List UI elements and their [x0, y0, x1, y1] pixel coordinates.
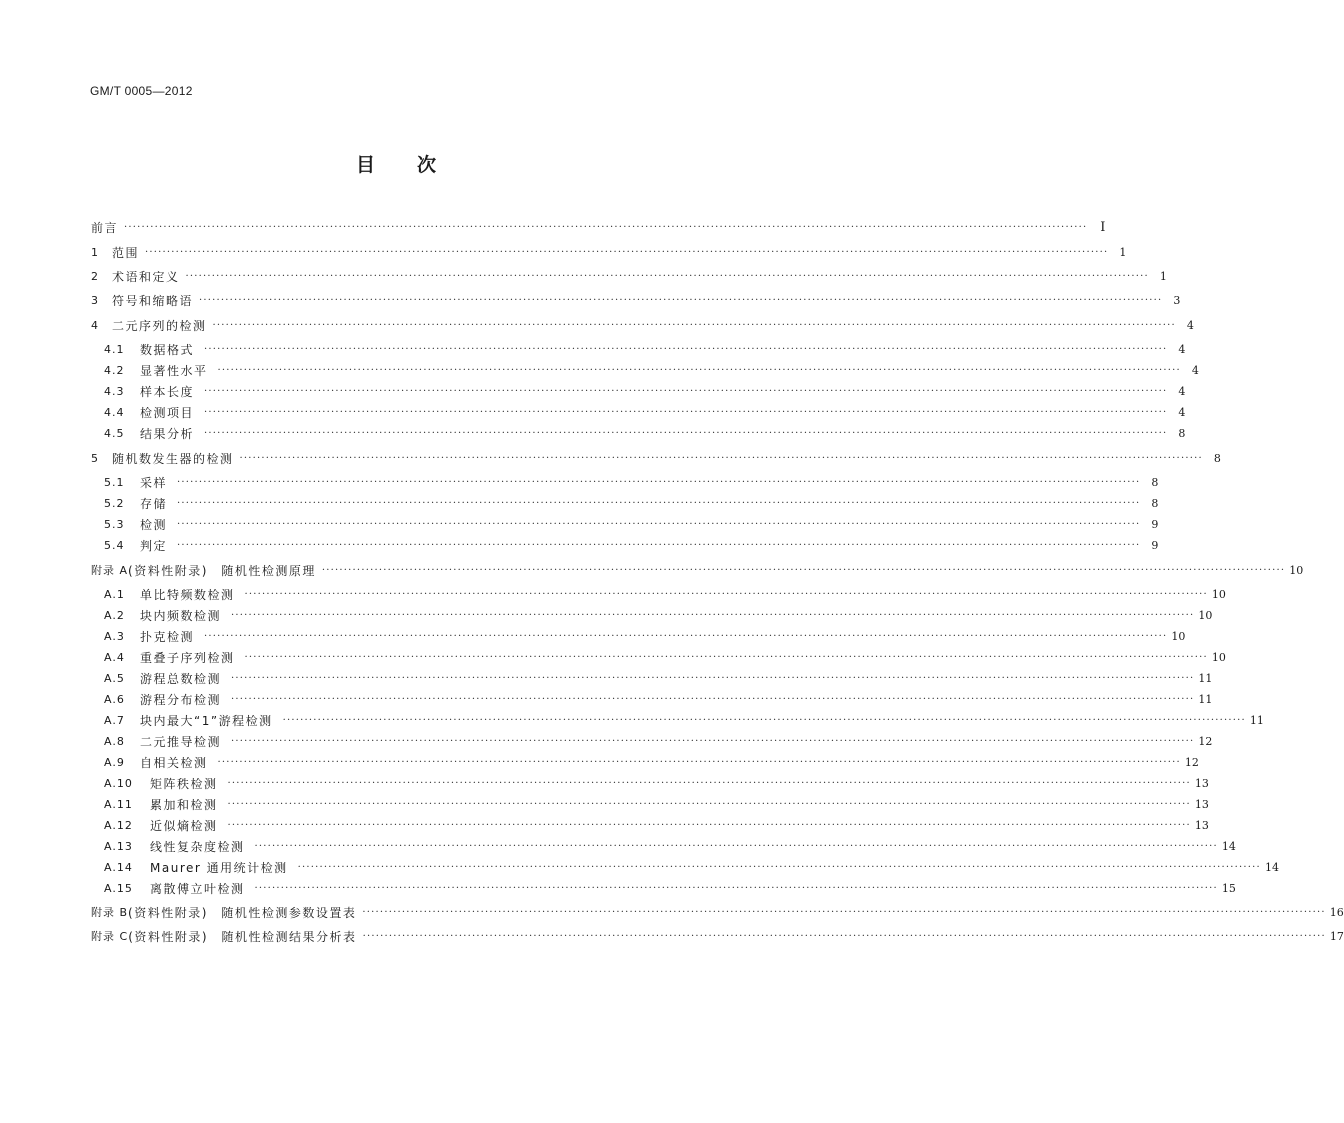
toc-entry-number: A.13 [104, 840, 133, 853]
toc-entry-title: 块内频数检测 [140, 609, 222, 623]
toc-entry-title: 线性复杂度检测 [150, 840, 245, 854]
toc-entry[interactable] [91, 561, 1304, 581]
toc-dot-leader: ···························································································································································································································· [227, 778, 1191, 789]
toc-entry[interactable] [104, 816, 1209, 836]
toc-entry-title: 自相关检测 [140, 756, 208, 770]
toc-entry[interactable] [91, 218, 1106, 238]
toc-dot-leader: ···························································································································································································································· [124, 222, 1088, 233]
toc-dot-leader: ···························································································································································································································· [212, 320, 1176, 331]
toc-dot-leader: ···························································································································································································································· [244, 652, 1208, 663]
toc-entry-page: 4 [1178, 343, 1186, 356]
toc-entry-number: A.3 [104, 630, 125, 643]
toc-dot-leader: ···························································································································································································································· [199, 295, 1163, 306]
toc-entry[interactable] [104, 403, 1186, 423]
toc-entry-number: A.7 [104, 714, 125, 727]
toc-entry[interactable] [104, 494, 1159, 514]
toc-entry-number: 4.1 [104, 343, 125, 356]
table-of-contents [91, 0, 1344, 1123]
toc-entry-page: 4 [1178, 385, 1186, 398]
toc-entry-page: 16 [1329, 906, 1344, 919]
toc-dot-leader: ···························································································································································································································· [282, 715, 1246, 726]
toc-entry-number: A.2 [104, 609, 125, 622]
toc-entry-page: 3 [1173, 294, 1181, 307]
toc-entry-number: 附录 B [91, 906, 129, 919]
toc-entry-number: A.1 [104, 588, 125, 601]
toc-dot-leader: ···························································································································································································································· [185, 271, 1149, 282]
toc-entry[interactable] [104, 711, 1264, 731]
toc-dot-leader: ···························································································································································································································· [231, 610, 1195, 621]
toc-entry-page: 10 [1171, 630, 1186, 643]
toc-entry-page: 13 [1194, 819, 1209, 832]
toc-entry-number: 4.2 [104, 364, 125, 377]
toc-entry-title: 二元序列的检测 [112, 319, 207, 333]
toc-entry-number: 1 [91, 246, 99, 259]
toc-entry[interactable] [91, 927, 1344, 947]
toc-entry-title: 判定 [140, 539, 168, 553]
toc-dot-leader: ···························································································································································································································· [231, 673, 1195, 684]
toc-entry-title: 前言 [91, 221, 119, 235]
toc-entry-page: 11 [1198, 672, 1213, 685]
toc-entry-title: (资料性附录) 随机性检测参数设置表 [128, 906, 357, 920]
toc-entry-page: 1 [1159, 270, 1167, 283]
toc-dot-leader: ···························································································································································································································· [239, 453, 1203, 464]
toc-entry[interactable] [104, 606, 1213, 626]
toc-entry-page: 9 [1151, 539, 1159, 552]
toc-entry-page: 4 [1191, 364, 1199, 377]
toc-entry[interactable] [91, 291, 1181, 311]
toc-entry-title: (资料性附录) 随机性检测结果分析表 [128, 930, 357, 944]
toc-entry-number: A.4 [104, 651, 125, 664]
toc-entry-number: 4 [91, 319, 99, 332]
toc-dot-leader: ···························································································································································································································· [362, 931, 1326, 942]
toc-entry[interactable] [104, 424, 1186, 444]
toc-dot-leader: ···························································································································································································································· [227, 799, 1191, 810]
toc-entry-title: 扑克检测 [140, 630, 195, 644]
toc-entry-title: 范围 [112, 246, 140, 260]
toc-entry[interactable] [91, 449, 1221, 469]
toc-dot-leader: ···························································································································································································································· [204, 428, 1168, 439]
toc-entry[interactable] [91, 243, 1127, 263]
toc-entry-number: A.9 [104, 756, 125, 769]
toc-entry-number: A.12 [104, 819, 133, 832]
toc-entry[interactable] [104, 382, 1186, 402]
toc-dot-leader: ···························································································································································································································· [204, 631, 1168, 642]
toc-entry-page: 14 [1264, 861, 1279, 874]
toc-entry-title: 单比特频数检测 [140, 588, 235, 602]
toc-entry-title: 检测 [140, 518, 168, 532]
toc-dot-leader: ···························································································································································································································· [227, 820, 1191, 831]
toc-entry-title: Maurer 通用统计检测 [150, 861, 288, 875]
toc-dot-leader: ···························································································································································································································· [204, 344, 1168, 355]
toc-entry-number: A.11 [104, 798, 133, 811]
toc-entry-page: 8 [1151, 476, 1159, 489]
toc-entry-number: 5.1 [104, 476, 125, 489]
toc-entry-number: A.5 [104, 672, 125, 685]
toc-entry[interactable] [104, 627, 1186, 647]
toc-entry[interactable] [104, 361, 1199, 381]
toc-entry-number: 5 [91, 452, 99, 465]
toc-entry[interactable] [91, 316, 1194, 336]
toc-entry-title: 二元推导检测 [140, 735, 222, 749]
toc-entry-title: 累加和检测 [150, 798, 218, 812]
toc-dot-leader: ···························································································································································································································· [254, 883, 1218, 894]
toc-entry[interactable] [104, 795, 1209, 815]
toc-entry-title: 离散傅立叶检测 [150, 882, 245, 896]
toc-entry[interactable] [91, 267, 1167, 287]
toc-entry-title: 近似熵检测 [150, 819, 218, 833]
toc-entry-page: 12 [1184, 756, 1199, 769]
toc-entry[interactable] [104, 340, 1186, 360]
toc-entry-number: A.8 [104, 735, 125, 748]
toc-dot-leader: ···························································································································································································································· [217, 365, 1181, 376]
toc-entry-page: 12 [1198, 735, 1213, 748]
toc-dot-leader: ···························································································································································································································· [297, 862, 1261, 873]
toc-dot-leader: ···························································································································································································································· [321, 565, 1286, 576]
toc-entry-title: 检测项目 [140, 406, 195, 420]
toc-entry-title: 术语和定义 [112, 270, 180, 284]
toc-entry-number: 5.3 [104, 518, 125, 531]
toc-entry[interactable] [104, 473, 1159, 493]
toc-entry[interactable] [104, 536, 1159, 556]
toc-entry-title: 数据格式 [140, 343, 195, 357]
toc-entry-page: I [1100, 220, 1106, 235]
toc-entry-number: A.15 [104, 882, 133, 895]
toc-dot-leader: ···························································································································································································································· [177, 540, 1141, 551]
toc-entry-page: 10 [1211, 588, 1226, 601]
toc-entry-title: 显著性水平 [140, 364, 208, 378]
toc-entry-page: 13 [1194, 777, 1209, 790]
toc-entry-number: 3 [91, 294, 99, 307]
page-title-part1: 目 [355, 154, 377, 176]
toc-entry-title: 块内最大“1”游程检测 [140, 714, 273, 728]
toc-entry-page: 11 [1198, 693, 1213, 706]
toc-entry[interactable] [104, 858, 1279, 878]
toc-dot-leader: ···························································································································································································································· [362, 907, 1326, 918]
toc-entry-title: 随机数发生器的检测 [112, 452, 234, 466]
toc-entry-page: 15 [1221, 882, 1236, 895]
toc-entry-number: 5.4 [104, 539, 125, 552]
toc-entry-title: 游程分布检测 [140, 693, 222, 707]
toc-entry-page: 11 [1249, 714, 1264, 727]
toc-entry-page: 9 [1151, 518, 1159, 531]
toc-entry[interactable] [104, 648, 1226, 668]
toc-entry-title: 样本长度 [140, 385, 195, 399]
toc-entry-page: 10 [1289, 564, 1304, 577]
toc-entry-page: 1 [1119, 246, 1127, 259]
toc-entry[interactable] [104, 837, 1236, 857]
toc-entry[interactable] [104, 585, 1226, 605]
toc-dot-leader: ···························································································································································································································· [254, 841, 1218, 852]
toc-entry-page: 17 [1329, 930, 1344, 943]
toc-entry-page: 4 [1178, 406, 1186, 419]
toc-entry-number: 附录 C [91, 930, 129, 943]
toc-entry-number: A.6 [104, 693, 125, 706]
toc-entry-page: 10 [1211, 651, 1226, 664]
toc-dot-leader: ···························································································································································································································· [244, 589, 1208, 600]
toc-entry-page: 4 [1186, 319, 1194, 332]
toc-entry-title: 存储 [140, 497, 168, 511]
toc-entry-page: 8 [1151, 497, 1159, 510]
toc-dot-leader: ···························································································································································································································· [145, 247, 1109, 258]
toc-entry-number: 4.4 [104, 406, 125, 419]
toc-entry-title: (资料性附录) 随机性检测原理 [128, 564, 316, 578]
toc-entry-number: A.14 [104, 861, 133, 874]
page-title-part2: 次 [417, 154, 439, 176]
toc-dot-leader: ···························································································································································································································· [204, 386, 1168, 397]
toc-entry[interactable] [91, 903, 1344, 923]
toc-entry[interactable] [104, 669, 1213, 689]
toc-entry-number: 5.2 [104, 497, 125, 510]
toc-entry-number: A.10 [104, 777, 133, 790]
standard-code: GM/T 0005—2012 [90, 84, 193, 98]
toc-entry[interactable] [104, 732, 1213, 752]
toc-entry-title: 游程总数检测 [140, 672, 222, 686]
toc-entry[interactable] [104, 774, 1209, 794]
toc-entry-title: 矩阵秩检测 [150, 777, 218, 791]
toc-entry-title: 采样 [140, 476, 168, 490]
toc-entry-page: 8 [1213, 452, 1221, 465]
toc-entry[interactable] [104, 515, 1159, 535]
toc-entry[interactable] [104, 753, 1199, 773]
toc-entry-page: 14 [1221, 840, 1236, 853]
toc-entry-number: 4.3 [104, 385, 125, 398]
toc-entry-number: 4.5 [104, 427, 125, 440]
toc-dot-leader: ···························································································································································································································· [177, 477, 1141, 488]
toc-dot-leader: ···························································································································································································································· [217, 757, 1181, 768]
toc-entry-page: 13 [1194, 798, 1209, 811]
toc-entry-title: 符号和缩略语 [112, 294, 194, 308]
toc-entry-title: 结果分析 [140, 427, 195, 441]
toc-entry-number: 附录 A [91, 564, 129, 577]
toc-entry-page: 8 [1178, 427, 1186, 440]
toc-entry-number: 2 [91, 270, 99, 283]
toc-entry-title: 重叠子序列检测 [140, 651, 235, 665]
toc-dot-leader: ···························································································································································································································· [177, 498, 1141, 509]
toc-dot-leader: ···························································································································································································································· [231, 694, 1195, 705]
toc-entry-page: 10 [1198, 609, 1213, 622]
toc-dot-leader: ···························································································································································································································· [204, 407, 1168, 418]
toc-entry[interactable] [104, 879, 1236, 899]
toc-entry[interactable] [104, 690, 1213, 710]
toc-dot-leader: ···························································································································································································································· [231, 736, 1195, 747]
toc-dot-leader: ···························································································································································································································· [177, 519, 1141, 530]
